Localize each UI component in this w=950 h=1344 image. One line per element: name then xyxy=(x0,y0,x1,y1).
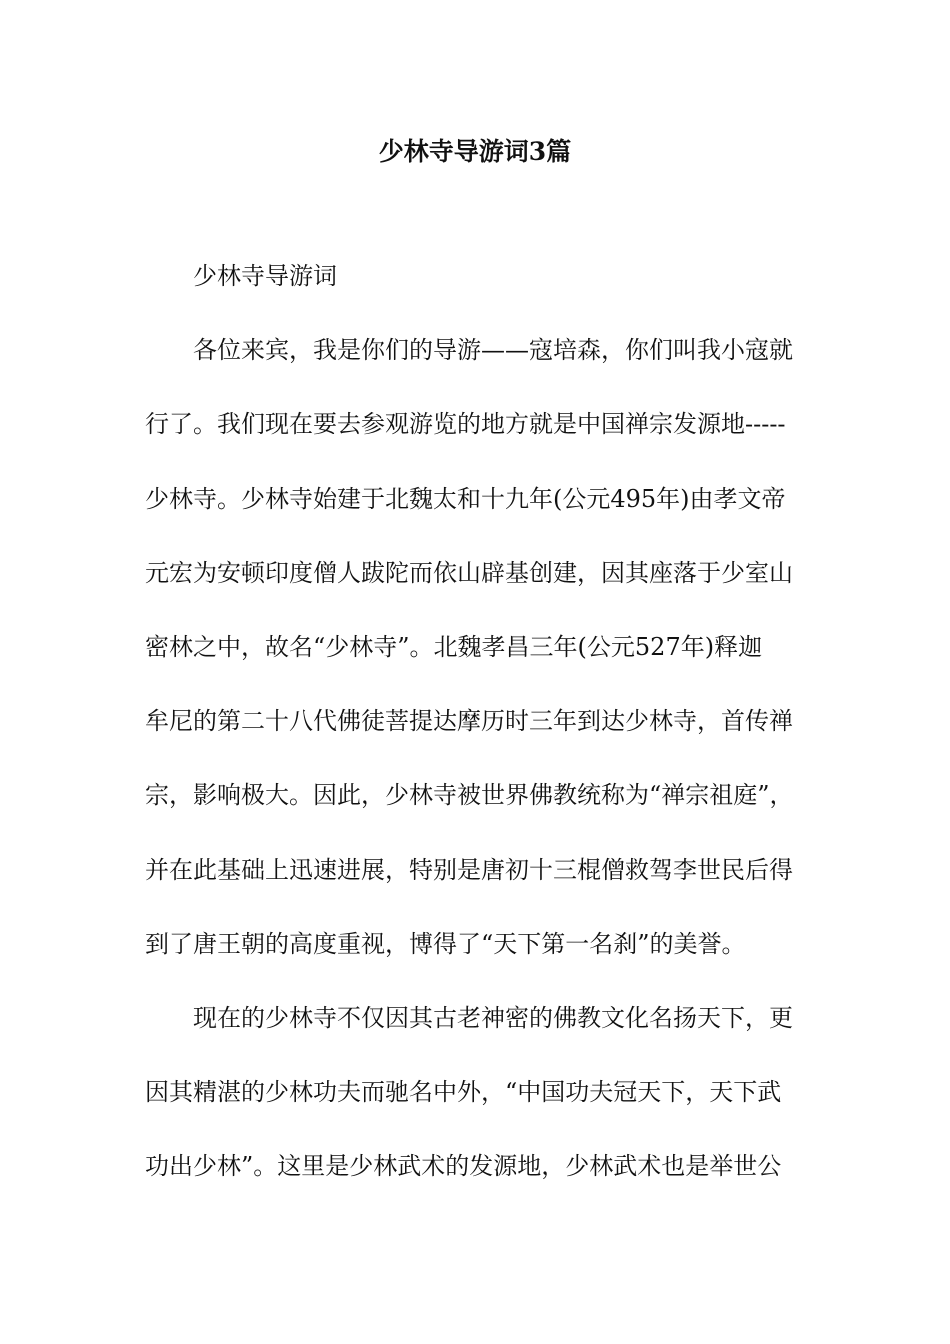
paragraph-line: 密林之中，故名“少林寺”。北魏孝昌三年(公元527年)释迦 xyxy=(145,632,763,661)
section-heading: 少林寺导游词 xyxy=(193,262,337,290)
paragraph-line: 元宏为安顿印度僧人跋陀而依山辟基创建，因其座落于少室山 xyxy=(145,558,793,587)
paragraph-line: 到了唐王朝的高度重视，博得了“天下第一名刹”的美誉。 xyxy=(145,929,746,958)
paragraph-line: 并在此基础上迅速进展，特别是唐初十三棍僧救驾李世民后得 xyxy=(145,855,793,884)
paragraph-line: 现在的少林寺不仅因其古老神密的佛教文化名扬天下，更 xyxy=(193,1003,793,1032)
paragraph-line: 因其精湛的少林功夫而驰名中外，“中国功夫冠天下，天下武 xyxy=(145,1078,782,1107)
document-body xyxy=(145,256,810,1220)
paragraph-line: 各位来宾，我是你们的导游——寇培森，你们叫我小寇就 xyxy=(193,336,793,365)
paragraph-line: 功出少林”。这里是少林武术的发源地，少林武术也是举世公 xyxy=(145,1152,782,1181)
paragraph-line: 牟尼的第二十八代佛徒菩提达摩历时三年到达少林寺，首传禅 xyxy=(145,707,793,736)
document-title: 少林寺导游词3篇 xyxy=(378,137,572,166)
paragraph-line: 宗，影响极大。因此，少林寺被世界佛教统称为“禅宗祖庭”， xyxy=(145,781,794,810)
paragraph-line: 行了。我们现在要去参观游览的地方就是中国禅宗发源地----- xyxy=(145,410,786,439)
paragraph-line: 少林寺。少林寺始建于北魏太和十九年(公元495年)由孝文帝 xyxy=(145,484,786,513)
